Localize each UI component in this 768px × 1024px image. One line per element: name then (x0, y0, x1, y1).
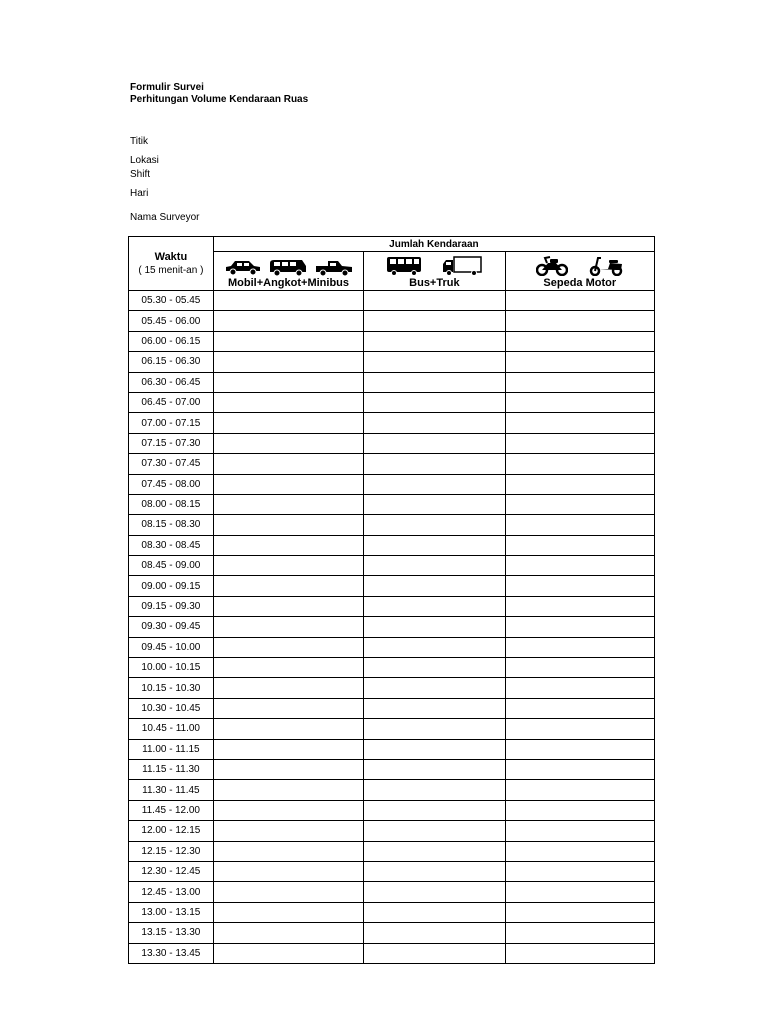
form-title: Formulir Survei (130, 82, 204, 93)
time-slot: 09.15 - 09.30 (129, 596, 214, 616)
mobil-count-cell[interactable] (213, 556, 363, 576)
bus-truk-count-cell[interactable] (364, 474, 505, 494)
motor-count-cell[interactable] (505, 311, 654, 331)
table-row (129, 311, 655, 331)
time-slot: 11.30 - 11.45 (129, 780, 214, 800)
time-slot: 05.30 - 05.45 (129, 291, 214, 311)
motor-count-cell[interactable] (505, 413, 654, 433)
field-hari: Hari (130, 188, 149, 199)
motor-count-cell[interactable] (505, 576, 654, 596)
table-row (129, 291, 655, 311)
mobil-count-cell[interactable] (213, 658, 363, 678)
survey-table (128, 236, 655, 964)
mobil-count-cell[interactable] (213, 861, 363, 881)
time-slot: 11.00 - 11.15 (129, 739, 214, 759)
bus-truk-count-cell[interactable] (364, 821, 505, 841)
mobil-count-cell[interactable] (213, 821, 363, 841)
bus-truk-count-cell[interactable] (364, 311, 505, 331)
motor-count-cell[interactable] (505, 433, 654, 453)
bus-truk-count-cell[interactable] (364, 413, 505, 433)
time-slot: 13.15 - 13.30 (129, 923, 214, 943)
bus-truk-count-cell[interactable] (364, 902, 505, 922)
bus-truk-count-cell[interactable] (364, 637, 505, 657)
mobil-count-cell[interactable] (213, 800, 363, 820)
time-slot: 11.45 - 12.00 (129, 800, 214, 820)
bus-truk-count-cell[interactable] (364, 739, 505, 759)
table-row (129, 719, 655, 739)
motor-count-cell[interactable] (505, 800, 654, 820)
bus-truk-count-cell[interactable] (364, 943, 505, 963)
table-row (129, 352, 655, 372)
bus-truk-count-cell[interactable] (364, 719, 505, 739)
bus-truk-count-cell[interactable] (364, 861, 505, 881)
bus-truk-count-cell[interactable] (364, 923, 505, 943)
motor-count-cell[interactable] (505, 352, 654, 372)
table-row (129, 413, 655, 433)
time-slot: 12.45 - 13.00 (129, 882, 214, 902)
time-slot: 12.00 - 12.15 (129, 821, 214, 841)
bus-truk-count-cell[interactable] (364, 780, 505, 800)
field-shift: Shift (130, 169, 151, 180)
table-row (129, 780, 655, 800)
mobil-count-cell[interactable] (213, 291, 363, 311)
mobil-count-cell[interactable] (213, 617, 363, 637)
car-icon (224, 258, 262, 276)
truck-icon (442, 256, 482, 276)
table-row (129, 841, 655, 861)
form-subtitle: Perhitungan Volume Kendaraan Ruas (130, 94, 309, 105)
time-slot: 09.00 - 09.15 (129, 576, 214, 596)
time-slot: 06.15 - 06.30 (129, 352, 214, 372)
mobil-count-cell[interactable] (213, 352, 363, 372)
mobil-count-cell[interactable] (213, 943, 363, 963)
table-row (129, 494, 655, 514)
mobil-count-cell[interactable] (213, 637, 363, 657)
time-slot: 05.45 - 06.00 (129, 311, 214, 331)
time-slot: 09.45 - 10.00 (129, 637, 214, 657)
table-row (129, 739, 655, 759)
table-row (129, 372, 655, 392)
jumlah-kendaraan-header: Jumlah Kendaraan (213, 237, 654, 252)
table-row (129, 943, 655, 963)
bus-truk-count-cell[interactable] (364, 392, 505, 412)
mobil-count-cell[interactable] (213, 596, 363, 616)
time-slot: 07.45 - 08.00 (129, 474, 214, 494)
mobil-count-cell[interactable] (213, 454, 363, 474)
table-row (129, 800, 655, 820)
motor-count-cell[interactable] (505, 494, 654, 514)
time-slot: 13.00 - 13.15 (129, 902, 214, 922)
bus-truk-count-cell[interactable] (364, 800, 505, 820)
mobil-count-cell[interactable] (213, 372, 363, 392)
bus-truk-count-cell[interactable] (364, 698, 505, 718)
motor-count-cell[interactable] (505, 759, 654, 779)
time-slot: 10.45 - 11.00 (129, 719, 214, 739)
table-row (129, 454, 655, 474)
bus-truk-count-cell[interactable] (364, 331, 505, 351)
bus-truk-count-cell[interactable] (364, 535, 505, 555)
category-header-motor (505, 252, 654, 291)
time-slot: 08.45 - 09.00 (129, 556, 214, 576)
bus-truk-count-cell[interactable] (364, 454, 505, 474)
motor-count-cell[interactable] (505, 902, 654, 922)
time-slot: 11.15 - 11.30 (129, 759, 214, 779)
time-slot: 07.15 - 07.30 (129, 433, 214, 453)
van-icon (268, 258, 308, 276)
motor-count-cell[interactable] (505, 372, 654, 392)
mobil-count-cell[interactable] (213, 494, 363, 514)
table-row (129, 658, 655, 678)
motor-count-cell[interactable] (505, 698, 654, 718)
bus-truk-count-cell[interactable] (364, 576, 505, 596)
time-slot: 10.00 - 10.15 (129, 658, 214, 678)
bus-truk-count-cell[interactable] (364, 556, 505, 576)
time-slot: 12.15 - 12.30 (129, 841, 214, 861)
bus-icon (386, 256, 422, 276)
time-slot: 08.00 - 08.15 (129, 494, 214, 514)
table-row (129, 902, 655, 922)
table-row (129, 821, 655, 841)
scooter-icon (588, 254, 624, 276)
motorcycle-icon (536, 254, 568, 276)
mobil-count-cell[interactable] (213, 576, 363, 596)
mobil-count-cell[interactable] (213, 698, 363, 718)
bus-truk-count-cell[interactable] (364, 433, 505, 453)
table-row (129, 433, 655, 453)
table-row (129, 474, 655, 494)
time-slot: 10.15 - 10.30 (129, 678, 214, 698)
motor-count-cell[interactable] (505, 923, 654, 943)
mobil-count-cell[interactable] (213, 311, 363, 331)
motor-count-cell[interactable] (505, 596, 654, 616)
table-row (129, 331, 655, 351)
table-row (129, 392, 655, 412)
time-slot: 06.00 - 06.15 (129, 331, 214, 351)
time-slot: 08.30 - 08.45 (129, 535, 214, 555)
motor-count-cell[interactable] (505, 637, 654, 657)
table-row (129, 637, 655, 657)
field-lokasi: Lokasi (130, 155, 159, 166)
table-row (129, 556, 655, 576)
bus-truk-count-cell[interactable] (364, 882, 505, 902)
mobil-count-cell[interactable] (213, 902, 363, 922)
category-label: Mobil+Angkot+Minibus (228, 277, 349, 289)
field-nama-surveyor: Nama Surveyor (130, 212, 200, 223)
mobil-count-cell[interactable] (213, 719, 363, 739)
mobil-count-cell[interactable] (213, 433, 363, 453)
bus-truk-count-cell[interactable] (364, 658, 505, 678)
mobil-count-cell[interactable] (213, 413, 363, 433)
mobil-count-cell[interactable] (213, 780, 363, 800)
bus-truk-count-cell[interactable] (364, 678, 505, 698)
motor-count-cell[interactable] (505, 515, 654, 535)
table-row (129, 576, 655, 596)
field-titik: Titik (130, 136, 148, 147)
motor-count-cell[interactable] (505, 454, 654, 474)
motor-count-cell[interactable] (505, 535, 654, 555)
table-row (129, 698, 655, 718)
motor-count-cell[interactable] (505, 291, 654, 311)
motor-count-cell[interactable] (505, 943, 654, 963)
waktu-subtitle: ( 15 menit-an ) (138, 265, 204, 276)
table-row (129, 923, 655, 943)
table-row (129, 861, 655, 881)
table-row (129, 617, 655, 637)
motor-count-cell[interactable] (505, 678, 654, 698)
time-slot: 06.30 - 06.45 (129, 372, 214, 392)
motor-count-cell[interactable] (505, 719, 654, 739)
pickup-icon (314, 258, 354, 276)
mobil-count-cell[interactable] (213, 841, 363, 861)
mobil-count-cell[interactable] (213, 923, 363, 943)
table-row (129, 596, 655, 616)
category-header-mobil (213, 252, 363, 291)
bus-truk-count-cell[interactable] (364, 291, 505, 311)
motor-count-cell[interactable] (505, 556, 654, 576)
motor-count-cell[interactable] (505, 617, 654, 637)
time-slot: 08.15 - 08.30 (129, 515, 214, 535)
mobil-count-cell[interactable] (213, 331, 363, 351)
motor-count-cell[interactable] (505, 739, 654, 759)
table-row (129, 515, 655, 535)
mobil-count-cell[interactable] (213, 759, 363, 779)
mobil-count-cell[interactable] (213, 474, 363, 494)
table-row (129, 535, 655, 555)
mobil-count-cell[interactable] (213, 678, 363, 698)
time-slot: 10.30 - 10.45 (129, 698, 214, 718)
time-slot: 13.30 - 13.45 (129, 943, 214, 963)
time-slot: 06.45 - 07.00 (129, 392, 214, 412)
bus-truk-count-cell[interactable] (364, 372, 505, 392)
time-slot: 07.00 - 07.15 (129, 413, 214, 433)
motor-count-cell[interactable] (505, 821, 654, 841)
motor-count-cell[interactable] (505, 861, 654, 881)
motor-count-cell[interactable] (505, 780, 654, 800)
bus-truk-count-cell[interactable] (364, 494, 505, 514)
time-slot: 12.30 - 12.45 (129, 861, 214, 881)
motor-count-cell[interactable] (505, 331, 654, 351)
motor-count-cell[interactable] (505, 474, 654, 494)
bus-truk-count-cell[interactable] (364, 841, 505, 861)
mobil-count-cell[interactable] (213, 535, 363, 555)
motor-count-cell[interactable] (505, 841, 654, 861)
motor-count-cell[interactable] (505, 658, 654, 678)
table-row (129, 882, 655, 902)
time-slot: 09.30 - 09.45 (129, 617, 214, 637)
table-row (129, 678, 655, 698)
category-label: Sepeda Motor (543, 277, 617, 289)
mobil-count-cell[interactable] (213, 739, 363, 759)
bus-truk-count-cell[interactable] (364, 352, 505, 372)
waktu-header (129, 237, 214, 291)
bus-truk-count-cell[interactable] (364, 515, 505, 535)
category-header-bus (364, 252, 505, 291)
category-label: Bus+Truk (409, 277, 460, 289)
mobil-count-cell[interactable] (213, 515, 363, 535)
bus-truk-count-cell[interactable] (364, 596, 505, 616)
motor-count-cell[interactable] (505, 392, 654, 412)
mobil-count-cell[interactable] (213, 882, 363, 902)
table-row (129, 759, 655, 779)
bus-truk-count-cell[interactable] (364, 759, 505, 779)
time-slot: 07.30 - 07.45 (129, 454, 214, 474)
bus-truk-count-cell[interactable] (364, 617, 505, 637)
motor-count-cell[interactable] (505, 882, 654, 902)
waktu-title: Waktu (154, 251, 188, 263)
mobil-count-cell[interactable] (213, 392, 363, 412)
